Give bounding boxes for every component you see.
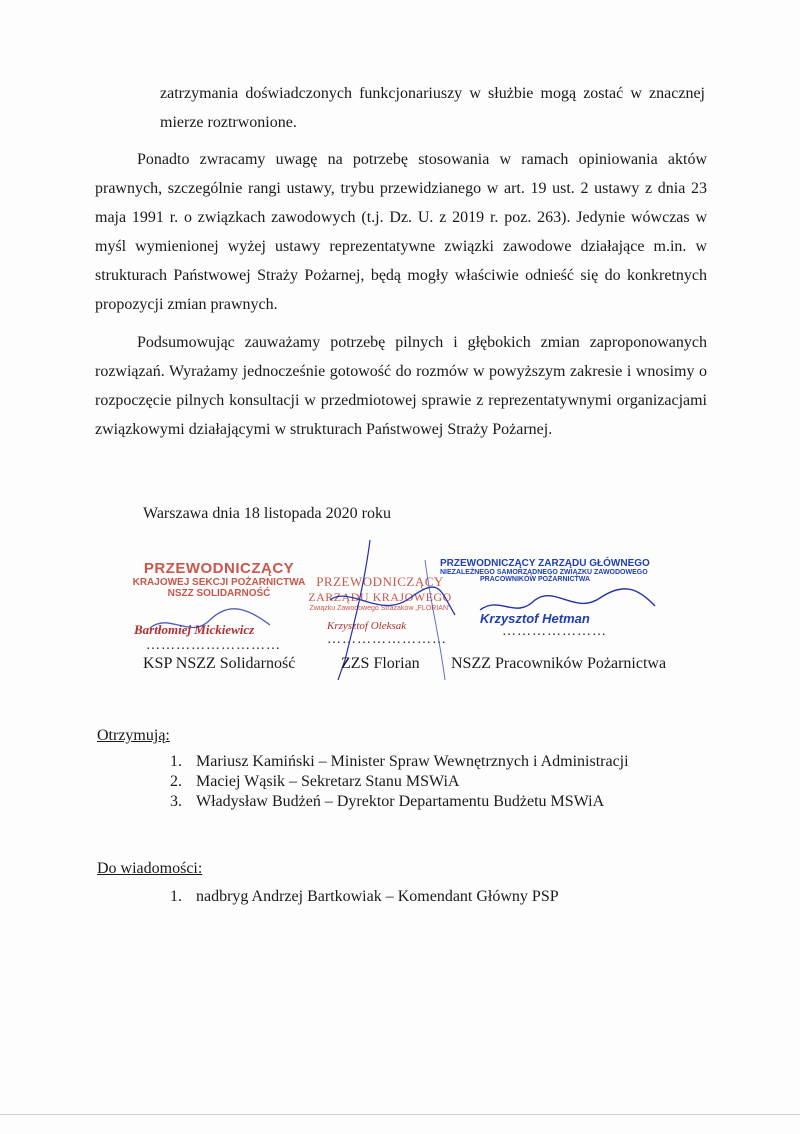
list-number: 2. [170, 773, 182, 790]
stamp-line: NSZZ SOLIDARNOŚĆ [167, 588, 271, 599]
list-number: 3. [170, 793, 182, 810]
list-number: 1. [170, 753, 182, 770]
list-item [170, 772, 629, 792]
recipients-heading: Otrzymują: [97, 727, 170, 744]
stamp-line: Związku Zawodowego Strażaków „FLORIAN" [309, 605, 451, 612]
signature-block-zzs [305, 574, 455, 647]
paragraph-consultation: Ponadto zwracamy uwagę na potrzebę stosowania w ramach opiniowania aktów prawnych, szczególnie rangi ustawy, trybu przewidzianego w art. 19 ust. 2 ustawy z dnia 23 maja 1991 r. o związkach zawodowych (t.j. Dz. U. z 2019 r. poz. 263). Jedynie wówczas w myśl wymienionej wyżej ustawy reprezentatywne związki zawodowe działające m.in. w strukturach Państwowej Straży Pożarnej, będą mogły właściwie odnieść się do konkretnych propozycji zmian prawnych. [95, 151, 707, 313]
recipients-list [170, 752, 629, 812]
list-text: nadbryg Andrzej Bartkowiak – Komendant Główny PSP [196, 888, 559, 905]
stamp-line: KRAJOWEJ SEKCJI POŻARNICTWA [132, 577, 306, 588]
list-item [170, 887, 559, 907]
list-item [170, 752, 629, 772]
list-text: Maciej Wąsik – Sekretarz Stanu MSWiA [196, 773, 460, 790]
signature-dots: ……………………… [146, 638, 281, 653]
list-text: Władysław Budżeń – Dyrektor Departamentu Budżetu MSWiA [196, 793, 605, 810]
stamp-line: PRACOWNIKÓW POŻARNICTWA [480, 576, 591, 583]
signature-block-nszz-pp [440, 558, 650, 639]
paragraph-continuation: zatrzymania doświadczonych funkcjonariuszy w służbie mogą zostać w znacznej mierze roztrwonione. [160, 85, 705, 131]
signature-organization: KSP NSZZ Solidarność [143, 655, 296, 672]
stamp-line: ZARZĄDU KRAJOWEGO [308, 590, 452, 604]
paragraph-summary: Podsumowując zauważamy potrzebę pilnych i głębokich zmian zaproponowanych rozwiązań. Wyrażamy jednocześnie gotowość do rozmów w powyższym zakresie i wnosimy o rozpoczęcie pilnych konsultacji w przedmiotowej sprawie z reprezentatywnymi organizacjami związkowymi działającymi w strukturach Państwowej Straży Pożarnej. [95, 334, 707, 438]
list-number: 1. [170, 888, 182, 905]
signature-dots: …………………… [327, 632, 447, 647]
signature-organization: NSZZ Pracowników Pożarnictwa [451, 655, 667, 672]
stamp-line: PRZEWODNICZĄCY [143, 560, 295, 577]
signature-block-ksp [124, 560, 314, 653]
stamp-line: NIEZALEŻNEGO SAMORZĄDNEGO ZWIĄZKU ZAWODOWEGO [440, 569, 648, 576]
for-information-heading: Do wiadomości: [97, 860, 203, 877]
list-text: Mariusz Kamiński – Minister Spraw Wewnętrznych i Administracji [196, 753, 629, 770]
stamp-line: PRZEWODNICZĄCY [316, 574, 444, 589]
scan-edge-line [0, 1114, 800, 1115]
signatory-name: Krzysztof Oleksak [327, 620, 407, 632]
signature-organization: ZZS Florian [341, 655, 420, 672]
signature-dots: ………………… [502, 624, 607, 639]
date-line: Warszawa dnia 18 listopada 2020 roku [143, 505, 391, 522]
list-item [170, 792, 629, 812]
for-information-list [170, 887, 559, 907]
stamp-line: PRZEWODNICZĄCY ZARZĄDU GŁÓWNEGO [440, 558, 650, 569]
signatory-name: Krzysztof Hetman [480, 611, 590, 626]
signatory-name: Bartłomiej Mickiewicz [134, 622, 255, 637]
